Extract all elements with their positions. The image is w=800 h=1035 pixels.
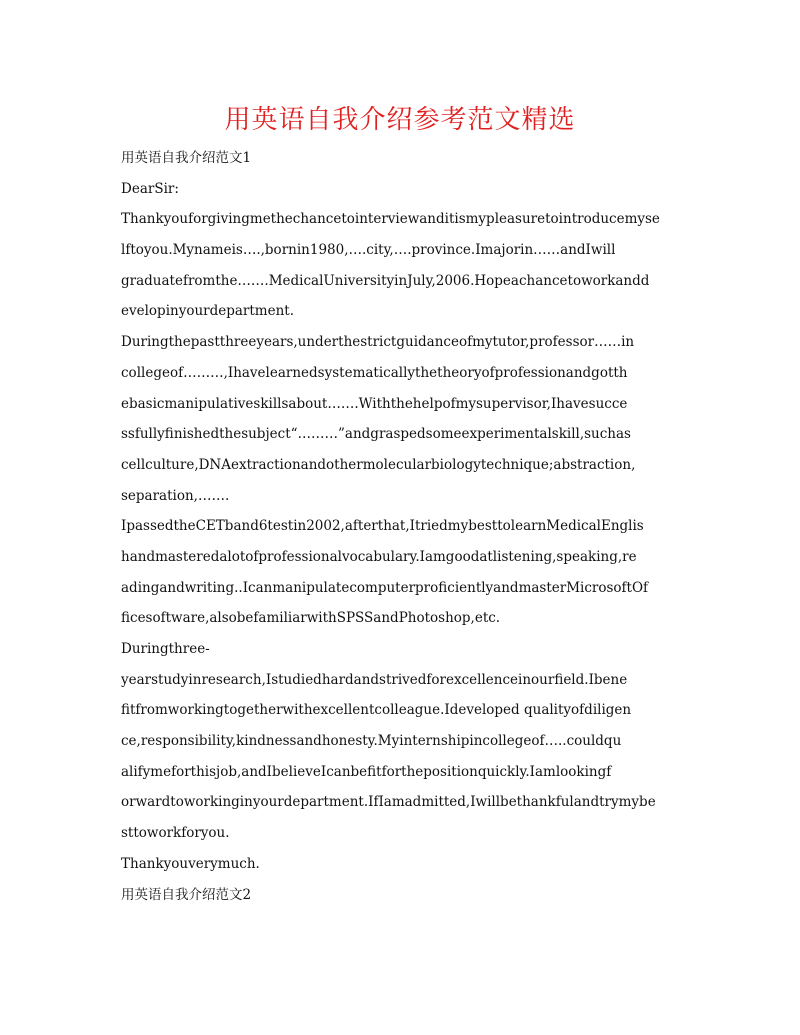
paragraph-line: handmasteredalotofprofessionalvocabulary.Iamgoodatlistening,speaking,re: [121, 548, 637, 565]
closing-line: Thankyouverymuch.: [121, 855, 260, 872]
paragraph-line: adingandwriting..IcanmanipulatecomputerproficientlyandmasterMicrosoftOf: [121, 579, 649, 596]
paragraph-line: orwardtoworkinginyourdepartment.IfIamadmitted,Iwillbethankfulandtrymybe: [121, 794, 656, 811]
paragraph-line: ssfullyfinishedthesubject“………”andgraspedsomeexperimentalskill,suchas: [121, 426, 631, 443]
paragraph-line: Duringthree-: [121, 641, 210, 657]
document-title: 用英语自我介绍参考范文精选: [224, 105, 576, 135]
paragraph-line: ficesoftware,alsobefamiliarwithSPSSandPhotoshop,etc.: [121, 610, 501, 627]
paragraph-line: lftoyou.Mynameis….,bornin1980,….city,….province.Imajorin……andIwill: [121, 242, 616, 259]
paragraph-line: alifymeforthisjob,andIbelieveIcanbefitforthepositionquickly.Iamlookingf: [121, 763, 612, 780]
paragraph-line: IpassedtheCETband6testin2002,afterthat,ItriedmybesttolearnMedicalEnglis: [121, 518, 644, 535]
paragraph-line: Thankyouforgivingmethechancetointerviewanditismypleasuretointroducemyse: [121, 211, 660, 228]
heading-sample-2: 用英语自我介绍范文2: [121, 886, 252, 903]
paragraph-line: graduatefromthe…….MedicalUniversityinJuly,2006.Hopeachancetoworkandd: [121, 272, 650, 289]
paragraph-line: collegeof………,Ihavelearnedsystematicallythetheoryofprofessionandgotth: [121, 364, 628, 381]
paragraph-line: separation,…….: [121, 487, 230, 504]
paragraph-line: sttoworkforyou.: [121, 825, 230, 842]
salutation: DearSir:: [121, 180, 179, 197]
paragraph-line: fitfromworkingtogetherwithexcellentcolleague.Ideveloped qualityofdiligen: [121, 702, 632, 719]
paragraph-line: ebasicmanipulativeskillsabout…….Withthehelpofmysupervisor,Ihavesucce: [121, 395, 628, 412]
paragraph-line: cellculture,DNAextractionandothermolecularbiologytechnique;abstraction,: [121, 456, 636, 473]
paragraph-line: yearstudyinresearch,Istudiedhardandstrivedforexcellenceinourfield.Ibene: [121, 671, 628, 688]
paragraph-line: ce,responsibility,kindnessandhonesty.Myinternshipincollegeof…..couldqu: [121, 733, 622, 750]
document-body: [121, 143, 681, 910]
paragraph-line: evelopinyourdepartment.: [121, 303, 295, 320]
paragraph-line: Duringthepastthreeyears,underthestrictguidanceofmytutor,professor……in: [121, 334, 635, 351]
heading-sample-1: 用英语自我介绍范文1: [121, 150, 252, 166]
